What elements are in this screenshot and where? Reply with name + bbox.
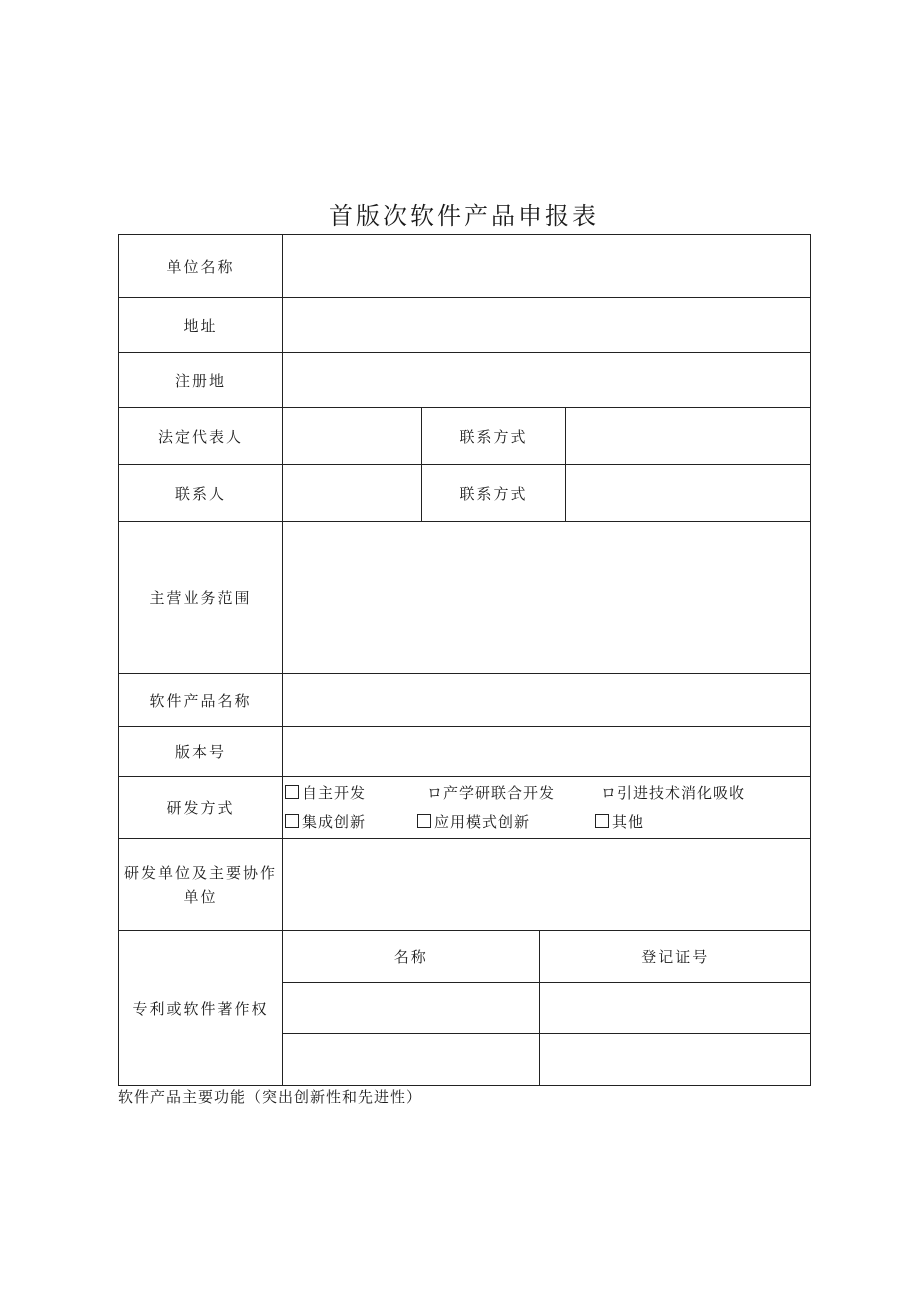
option-app-mode-label: 应用模式创新	[434, 812, 531, 831]
option-integration-label: 集成创新	[302, 812, 367, 831]
label-contact-method-1: 联系方式	[422, 408, 566, 465]
patent-header-reg-no: 登记证号	[539, 931, 811, 982]
option-joint-dev[interactable]	[427, 779, 555, 808]
option-app-mode[interactable]	[417, 808, 530, 837]
option-joint-dev-label: 产学研联合开发	[443, 783, 556, 802]
input-legal-rep[interactable]	[283, 408, 422, 465]
patent-subtable	[283, 931, 811, 1085]
checkbox-icon[interactable]	[285, 785, 299, 799]
rd-method-options	[283, 777, 811, 839]
input-contact-person[interactable]	[283, 465, 422, 522]
rd-options-row-2	[283, 808, 810, 837]
patent-header-name: 名称	[283, 931, 539, 982]
patent-row-1-name[interactable]	[283, 982, 539, 1033]
label-registered-place: 注册地	[119, 353, 283, 408]
checkbox-icon[interactable]	[285, 814, 299, 828]
option-integration[interactable]	[285, 808, 366, 837]
input-product-name[interactable]	[283, 674, 811, 727]
application-form-table	[118, 234, 811, 1086]
label-rd-method: 研发方式	[119, 777, 283, 839]
input-contact-method-2[interactable]	[566, 465, 811, 522]
patent-row-2-reg-no[interactable]	[539, 1033, 811, 1085]
option-tech-import-label: 引进技术消化吸收	[617, 783, 746, 802]
label-contact-person: 联系人	[119, 465, 283, 522]
label-product-name: 软件产品名称	[119, 674, 283, 727]
input-version[interactable]	[283, 727, 811, 777]
rd-options-row-1	[283, 779, 810, 808]
patent-row-1-reg-no[interactable]	[539, 982, 811, 1033]
input-main-business[interactable]	[283, 522, 811, 674]
checkbox-icon[interactable]: ロ	[427, 783, 444, 802]
input-address[interactable]	[283, 298, 811, 353]
option-tech-import[interactable]	[601, 779, 745, 808]
label-rd-units: 研发单位及主要协作单位	[119, 839, 283, 931]
label-legal-rep: 法定代表人	[119, 408, 283, 465]
patent-subtable-cell	[283, 931, 811, 1086]
label-contact-method-2: 联系方式	[422, 465, 566, 522]
label-main-business: 主营业务范围	[119, 522, 283, 674]
option-self-dev[interactable]	[285, 779, 366, 808]
label-address: 地址	[119, 298, 283, 353]
option-other[interactable]	[595, 808, 644, 837]
checkbox-icon[interactable]	[595, 814, 609, 828]
label-patent: 专利或软件著作权	[119, 931, 283, 1086]
input-rd-units[interactable]	[283, 839, 811, 931]
patent-row-2-name[interactable]	[283, 1033, 539, 1085]
label-unit-name: 单位名称	[119, 235, 283, 298]
input-contact-method-1[interactable]	[566, 408, 811, 465]
input-unit-name[interactable]	[283, 235, 811, 298]
option-other-label: 其他	[612, 812, 645, 831]
label-version: 版本号	[119, 727, 283, 777]
checkbox-icon[interactable]	[417, 814, 431, 828]
checkbox-icon[interactable]: ロ	[601, 783, 618, 802]
input-registered-place[interactable]	[283, 353, 811, 408]
option-self-dev-label: 自主开发	[302, 783, 367, 802]
form-title: 首版次软件产品申报表	[329, 202, 599, 230]
main-function-label: 软件产品主要功能（突出创新性和先进性）	[118, 1088, 423, 1106]
